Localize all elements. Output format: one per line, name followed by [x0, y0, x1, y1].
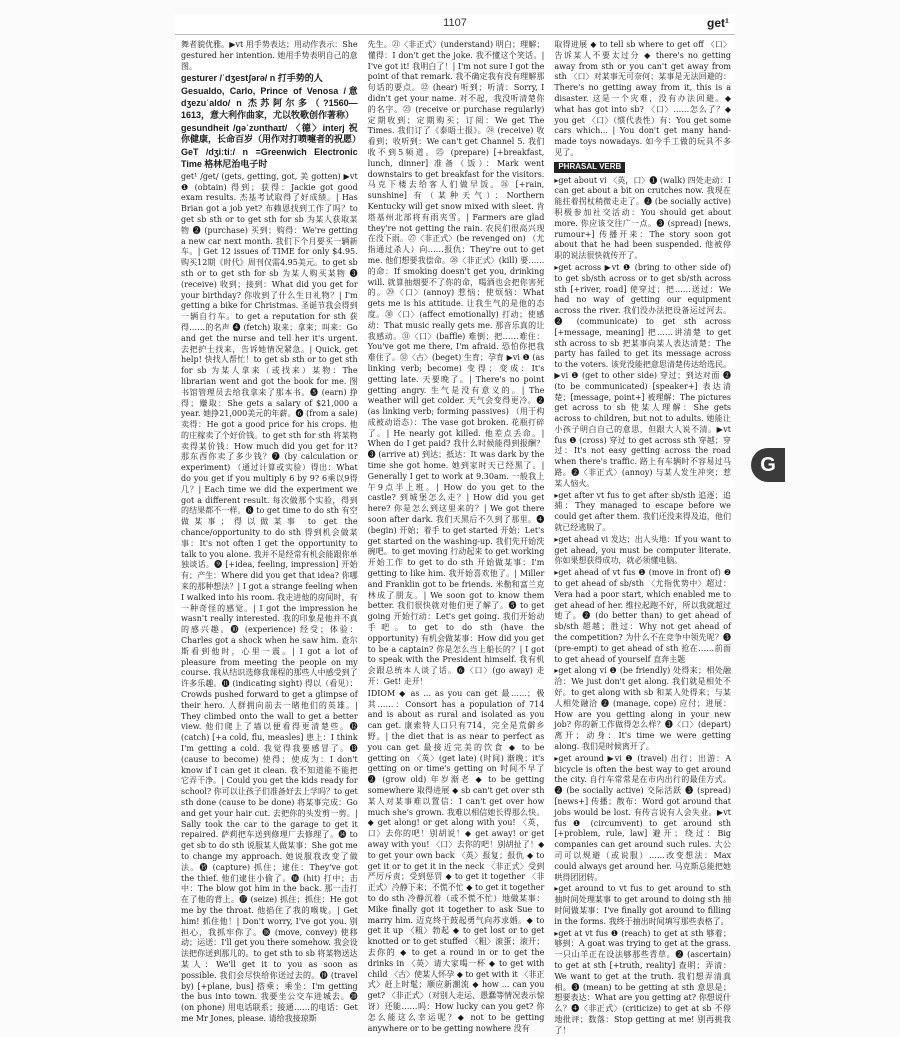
phrasal-get-ahead: ▸get ahead vi 发达；出人头地：If you want to get ahead, you must be computer literate. 你如果想获得成功，就必须懂电脑。: [554, 534, 732, 566]
entry-gesturer: gesturer /ˈdʒestʃərə/ n 打手势的人: [181, 73, 323, 84]
entry-get-senses-cont: 先生。㉑〈非正式〉(understand) 明白；理解；懂得：I don't get the joke. 我不懂这个笑话。| I've got it! 我明白了！| I'm not sure I got the point of that remark. 我不确定我有没有理解那句话的要点。㉒ (hear) 听到；听清：Sorry, I didn't get your name. 对不起，我没听清楚你的名字。㉓ (receive or purchase regularly) 定期收到；定期购买；订阅：We get The Times. 我们订了《泰晤士报》。㉔ (receive) 收看到；收听到：We can't get Channel 5. 我们收不到5频道。㉕ (prepare) [+breakfast, lunch, dinner] 准备（饭）：Mark went downstairs to get breakfast for the visitors. 马克下楼去给客人们做早饭。㉖ [+rain, sunshine] 有（某种天气）：Northern Kentucky will get snow mixed with sleet. 肯塔基州北部将有雨夹雪。| Farmers are glad they're not getting the rain. 农民们很高兴现在没下雨。㉗〈非正式〉(be revenged on) （尤指通过杀人）向……报仇：They're out to get me. 他们想要我偿命。㉘〈非正式〉(kill) 要……的命：If smoking doesn't get you, drinking will. 就算抽烟要不了你的命，喝酒也会把你害死的。㉙〈口〉(annoy) 惹恼；使烦恼：What gets me is his attitude. 让我生气的是他的态度。㉚〈口〉(affect emotionally) 打动；使感动：That music really gets me. 那音乐真的让我感动。㉛〈口〉(baffle) 难倒；把……难住：You've got me there, I'm afraid. 恐怕你把我难住了。㉜〈古〉(beget) 生育；孕育 ▶vi ❶ (as linking verb; become) 变得；变成：It's getting late. 天要晚了。| There's no point getting angry. 生气是没有意义的。| The weather will get colder. 天气会变得更冷。❷ (as linking verb; forming passives) （用于构成被动语态）：The vase got broken. 花瓶打碎了。| He nearly got killed. 他差点丢命。| When do I get paid? 我什么时候能得到报酬？❸ (arrive at) 到达；抵达：It was dark by the time she got home. 她到家时天已经黑了。| Generally I get to work at 9.30am. 一般我上午9点半上班。| How do you get to the castle? 到城堡怎么走？| How did you get here? 你是怎么到这里来的？| We got there soon after dark. 我们天黑后不久到了那里。❹ (begin) 开始；着手 to get started 开始：Let's get started on the washing-up. 我们先开始洗碗吧。to get moving 行动起来 to get working 开始工作 to get to do sth 开始做某事：I'm getting to like him. 我开始喜欢他了。| Miller and Franklin got to be friends. 米勒和富兰克林成了朋友。| We soon got to know them better. 我们很快就对他们更了解了。❺ to get going 开始行动：Let's get going. 我们开始动手吧。to get to do sth (have the opportunity) 有机会做某事：How did you get to be a captain? 你是怎么当上船长的？| I got to speak with the President himself. 我有机会跟总统本人谈了话。❻〈口〉(go away) 走开：Get! 走开！: [367, 40, 545, 687]
entry-gesualdo: Gesualdo, Carlo, Prince of Venosa /意 dʒezuˈaldo/ n 杰苏阿尔多（?1560—1613，意大利作曲家，尤以牧歌创作著称）: [181, 86, 358, 120]
dictionary-page: [175, 14, 735, 1035]
phrasal-get-across: ▸get across ▶vt ❶ (bring to other side of) to get sb/sth across or to get sb/sth across sth [+river, road] 使穿过；把……送过：We had no way of getting our equipment across the river. 我们没办法把设备运过河去。❷ (communicate) to get sth across [+message, meaning] 把……讲清楚 to get sth across to sb 把某事向某人表达清楚：The party has failed to get its message across to the voters. 该党没能把意思清楚传达给选民。▶vi ❶ (get to other side) 穿过；到达对面 ❷ (to be communicated) [speaker+] 表达清楚；[message, point+] 被理解：The pictures get across to sb 使某人理解：She gets across to children, but not to adults. 她能让小孩子明白自己的意思，但跟大人说不清。▶vt fus ❶ (cross) 穿过 to get across sth 穿越；穿过：It's not easy getting across the road when there's traffic. 路上有车辆时不容易过马路。❷〈非正式〉(annoy) 与某人发生冲突；惹某人恼火。: [554, 262, 732, 488]
phrasal-verb-banner: PHRASAL VERB: [554, 162, 625, 173]
phrasal-get-ahead-of: ▸get ahead of vt fus ❶ (move in front of) ❷ to get ahead of sb/sth 〈尤指优势中〉超过：Vera had a poor start, which enabled me to get ahead of her. 维拉起跑不好，所以我就超过她了。❷ (do better than) to get ahead of sb/sth 超越；胜过：Why not get ahead of the competition? 为什么不在竞争中领先呢？❸ (pre-empt) to get ahead of sth 抢在……前面 to get ahead of yourself 直奔主题: [554, 568, 732, 664]
page-number: 1107: [443, 17, 467, 29]
entry-get-verb: get¹ /get/ (gets, getting, got, 美 gotten) ▶vt ❶ (obtain) 得到；获得：Jackie got good exam results. 杰基考试取得了好成绩。| Has Brian got a job yet? 布赖恩找到工作了吗？to get sb sth or to get sth for sb 为某人获取某物 ❷ (purchase) 买到；购得：We're getting a new car next month. 我们下个月要买一辆新车。| Get 12 issues of TIME for only $4.95. 购买12期《时代》周刊仅需4.95美元。to get sb sth or to get sth for sb 为某人购买某物 ❸ (receive) 收到；接到：What did you get for your birthday? 你收到了什么生日礼物？| I'm getting a bike for Christmas. 圣诞节我会得到一辆自行车。to get a reputation for sth 获得……的名声 ❹ (fetch) 取来；拿来；叫来：Go and get the nurse and tell her it's urgent. 去把护士找来，告诉她情况紧急。| Quick, get help! 快找人帮忙！to get sb sth or to get sth for sb 为某人拿来（或找来）某物：The librarian went and got the book for me. 图书馆管理员去给我拿来了那本书。❺ (earn) 挣得；赚取：She gets a salary of $21,000 a year. 她挣21,000美元的年薪。❻ (from a sale) 卖得：He got a good price for his crops. 他的庄稼卖了个好价钱。to get sth for sth 将某物卖得某价钱：How much did you get for it? 那东西你卖了多少钱？❼ (by calculation or experiment) （通过计算或实验）得出：What do you get if you multiply 6 by 9? 6乘以9得几？| Each time we did the experiment we got a different result. 每次做那个实验，得到的结果都不一样。❽ to get time to do sth 有空做某事；得以做某事 to get the chance/opportunity to do sth 得到机会做某事：It's not often I get the opportunity to talk to you alone. 我并不是经常有机会能跟你单独谈话。❾ [+idea, feeling, impression] 开始有；产生：Where did you get that idea? 你哪来的那种想法？| I got a strange feeling when I walked into his room. 我走进他的房间时，有一种奇怪的感觉。| I got the impression he wasn't really interested. 我的印象是他并不真的感兴趣。❿ (experience) 经受；体验：Charles got a shock when he saw him. 查尔斯看到他时，心里一震。| I got a lot of pleasure from meeting the people on my course. 我从结识选修我课程的那些人中感受到了许多乐趣。⓫ (indicating sight) 得以（看见）：Crowds pushed forward to get a glimpse of their hero. 人群拥向前去一睹他们的英雄。| They climbed onto the wall to get a better view. 他们爬上了墙以便看得更清楚些。⓬ (catch) [+a cold, flu, measles] 患上：I think I'm getting a cold. 我觉得我要感冒了。⓭ (cause to become) 使得；使成为：I don't know if I can get it clean. 我不知道能不能把它弄干净。| Could you get the kids ready for school? 你可以让孩子们准备好去上学吗？to get sth done (cause to be done) 将某事完成：Go and get your hair cut. 去把你的头发剪一剪。| Sally took the car to the garage to get it repaired. 萨莉把车送到修理厂去修理了。⓮ to get sb to do sth 说服某人做某事：She got me to change my approach. 她说服我改变了做法。⓯ (capture) 抓住；逮住：They've got the thief. 他们逮住小偷了。⓰ (hit) 打中；击中：The blow got him in the back. 那一击打在了他的背上。⓱ (seize) 抓住；抓住：He got me by the throat. 他掐住了我的喉咙。| Get him! 抓住他！| Don't worry, I've got you. 别担心，我抓牢你了。⓲ (move, convey) 使移动；运送：I'll get you there somehow. 我会设法把你送到那儿的。to get sth to sb 将某物送达某人：We'll get it to you as soon as possible. 我们会尽快给你送过去的。⓳ (travel by) [+plane, bus] 搭乘；乘坐：I'm getting the bus into town. 我要坐公交车进城去。⓴ (on phone) 用电话联系；接通……的电话：Get me Mr Jones, please. 请给我接琼斯: [181, 171, 358, 1023]
phrasal-get-at: ▸get at vt fus ❶ (reach) to get at sth 够着；够到：A goat was trying to get at the grass. 一只山羊正在设法够那些青草。❷ (ascertain) to get at sth [+truth, reality] 查明；弄清：We want to get at the truth. 我们想弄清真相。❸ (mean) to be getting at sth 意思是；想要表达：What are you getting at? 你想说什么？❹〈非正式〉(criticize) to get at sb 不停地批评；数落：Stop getting at me! 别再挑我了！: [554, 928, 732, 1035]
phrasal-get-around: ▸get around ▶vi ❶ (travel) 出行；出游：A bicycle is often the best way to get around the city. 自行车常常是在市内出行的最佳方式。❷ (be socially active) 交际活跃 ❸ (spread) [news+] 传播；散布：Word got around that jobs would be lost. 有传言说有人会失业。▶vt fus ❶ (circumvent) to get around sth [+problem, rule, law] 避开；绕过：Big companies can get around such rules. 大公司可以规避（或说服）……改变想法：Max could always get around her. 马克斯总能把她哄得团团转。: [554, 753, 732, 882]
guide-word: get¹: [707, 16, 729, 30]
phrasal-get-around-to: ▸get around to vt fus to get around to sth 抽时间处理某事 to get around to doing sth 抽时间做某事：I've finally got around to filling in the forms. 我终于抽出时间填写那些表格了。: [554, 884, 732, 926]
column-middle: [367, 40, 545, 1033]
entry-gesundheit: gesundheit /gəˈzʊnthaɪt/ 〈德〉interj 祝你健康，长命百岁（用作对打喷嚏者的祝愿）: [181, 122, 362, 145]
text-columns: [181, 40, 732, 1035]
letter-thumb-tab: G: [751, 448, 785, 482]
column-left: [181, 40, 362, 1023]
entry-get-idioms-cont: 取得进展 ◆ to tell sb where to get off 〈口〉告诉某人不要太过分 ◆ there's no getting away from sth or you can't get away from sth 〈口〉对某事无可奈何；某事是无法回避的：There's no getting away from it, this is a disaster. 这是一个灾难，没有办法回避。◆ what has got into sb? 〈口〉……怎么了？◆ you get 〈口〉（惯代表性）有：You get some cars which... | You don't get many hand-made toys nowadays. 如今手工做的玩具不多见了。: [554, 40, 732, 157]
entry-get-acronym: GeT /dʒiːtiː/ n =Greenwich Electronic Time 格林尼治电子时: [181, 147, 358, 169]
phrasal-get-along: ▸get along vi ❶ (be friendly) 处得来；相处融洽：We just don't get along. 我们就是相处不好。to get along with sb 和某人处得来；与某人相处融洽 ❷ (manage, cope) 应付；进展：How are you getting along in your new job? 你的新工作做得怎么样？❸〈口〉(depart) 离开；动身：It's time we were getting along. 我们是时候离开了。: [554, 666, 732, 751]
phrasal-get-about: ▸get about vi 〈英，口〉❶ (walk) 四处走动：I can get about a bit on crutches now. 我现在能拄着拐杖稍微走走了。❷ (be socially active) 积极参加社交活动：You should get about more. 你应该交往广一点。❸ (spread) [news, rumour+] 传播开来：The story soon got about that he had been suspended. 他被停职的说法很快就传开了。: [554, 175, 732, 261]
column-right: [554, 40, 732, 1035]
entry-gesture-end: 舞者貌优雅。▶vt 用手势表达；用动作表示：She gestured her intention. 她用手势表明自己的意图。: [181, 40, 358, 71]
phrasal-get-after: ▸get after vt fus to get after sb/sth 追逐；追捕：They managed to escape before we could get after them. 我们还没来得及追，他们就已经逃脱了。: [554, 490, 732, 533]
page-header: [175, 14, 735, 35]
entry-get-idioms: IDIOM ◆ as ... as you can get 最……；极其……：Consort has a population of 714 and is about as rural and isolated as you can get. 康索特人口只有714，完全是荒僻乡野。| the diet that is as near to perfect as you can get 最接近完美的饮食 ◆ to be getting on 〈英〉(get late) (时间) 渐晚；it's getting on or time's getting on 时间不早了 ❷ (grow old) 年岁渐老 ◆ to be getting somewhere 取得进展 ◆ sb can't get over sth 某人对某事难以置信：I can't get over how much she's grown. 我难以相信她长得那么快。◆ get along! or get along with you! 〈英，口〉去你的吧！别胡说！◆ get away! or get away with you! 〈口〉去你的吧！别胡扯了！◆ to get your own back 〈英〉报复；报仇 ◆ to get it or to get it in the neck 〈非正式〉受到严厉斥责；受到惩罚 ◆ to get it together 〈非正式〉冷静下来；不慌不忙 ◆ to get it together to do sth 冷静沉着（或不慌不忙）地做某事：Mike finally got it together to ask Sue to marry him. 迈克终于鼓起勇气向苏求婚。◆ to get it up 〈粗〉勃起 ◆ to get lost or to get knotted or to get stuffed 〈粗〉滚蛋；滚开；去你的 ◆ to get a round in or to get the drinks in 〈英〉请大家喝一杯 ◆ to get with child 〈古〉使某人怀孕 ◆ to get with it 〈非正式〉赶上时髦；顺应新潮流 ◆ how ... can you get? 〈非正式〉（对别人走运、愚蠢等情况表示惊讶）还能……吗：How lucky can you get? 你怎么能这么幸运呢？◆ not to be getting anywhere or to be getting nowhere 没有: [367, 688, 545, 1033]
